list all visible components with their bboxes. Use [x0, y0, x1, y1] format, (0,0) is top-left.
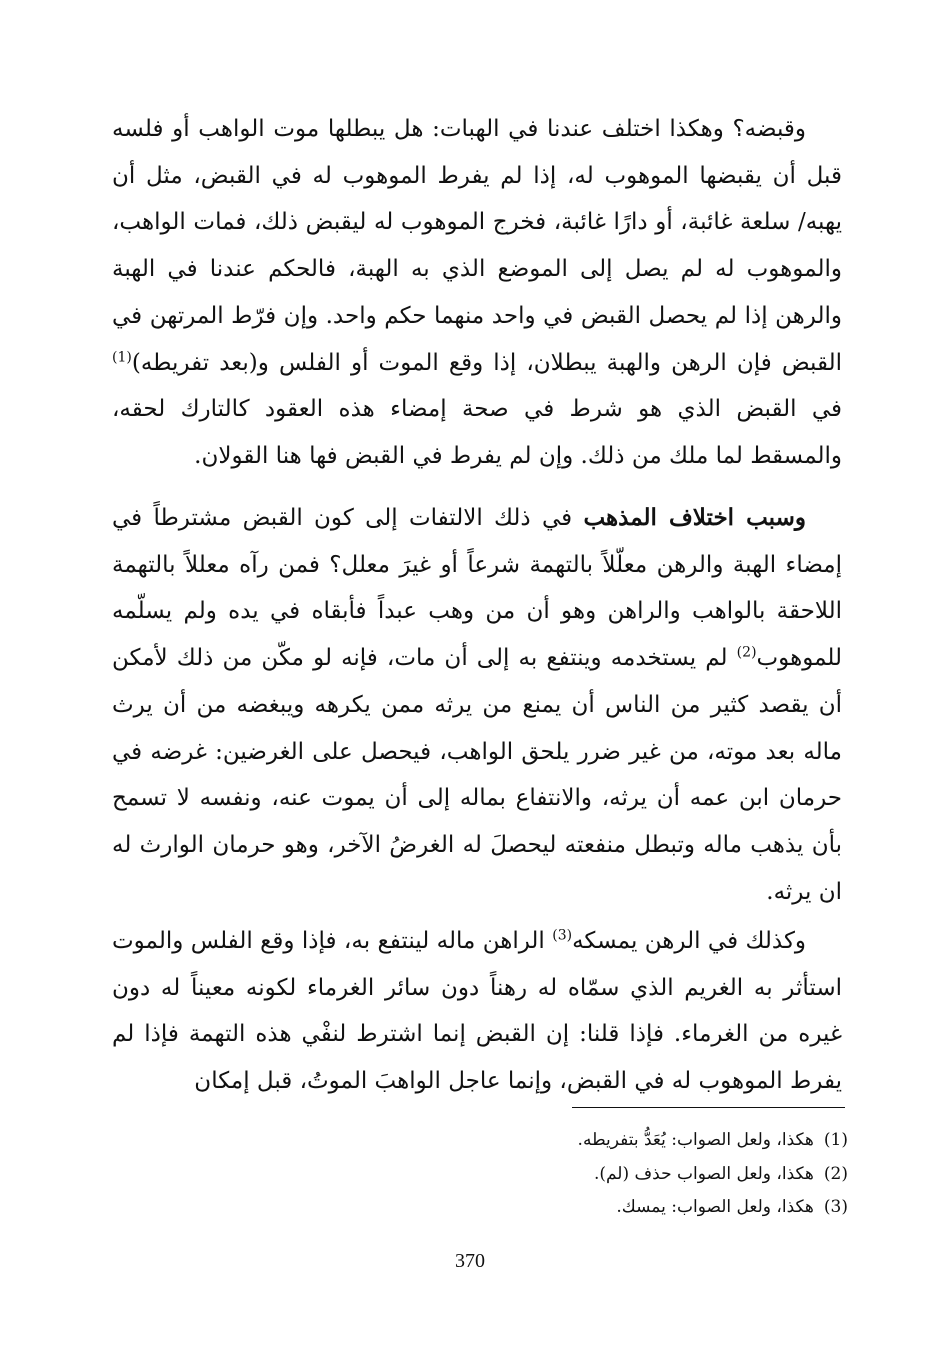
footnotes — [348, 1124, 848, 1225]
paragraph-2-text-a: في ذلك الالتفات إلى كون القبض مشترطاً في إمضاء الهبة والرهن معلّلاً بالتهمة شرعاً أو غيرَ معلل؟ فمن رآه معللاً بالتهمة اللاحقة بالواهب والراهن وهو أن من وهب عبداً فأبقاه في يده ولم يسلّمه للموهوب — [112, 505, 842, 672]
footnote-ref-3: (3) — [552, 927, 573, 944]
footnote-2-text: هكذا، ولعل الصواب حذف (لم). — [593, 1163, 814, 1184]
paragraph-2 — [112, 495, 842, 915]
paragraph-2-text-b: لم يستخدمه وينتفع به إلى أن مات، فإنه لو مكّن من ذلك لأمكن أن يقصد كثير من الناس أن يمنع من يرثه ممن يكرهه ويبغضه من أن يرث ماله بعد موته، من غير ضرر يلحق الواهب، فيحصل على الغرضين: غرضه في حرمان ابن عمه أن يرثه، والانتفاع بماله إلى أن يموت عنه، ونفسه لا تسمح بأن يذهب ماله وتبطل منفعته ليحصلَ له الغرضُ الآخر، وهو حرمان الوارث له ان يرثه. — [112, 645, 842, 905]
footnote-divider — [572, 1107, 845, 1108]
footnote-3-number: (3) — [823, 1197, 848, 1217]
footnote-3 — [348, 1191, 848, 1225]
footnote-ref-2: (2) — [736, 644, 757, 661]
paragraph-1-text-b: في القبض الذي هو شرط في صحة إمضاء هذه العقود كالتارك لحقه، والمسقط لما ملك من ذلك. وإن لم يفرط في القبض فها هنا القولان. — [112, 396, 842, 469]
footnote-1-text: هكذا، ولعل الصواب: يُعَدُّ بتفريطه. — [577, 1130, 814, 1150]
footnote-3-text: هكذا، ولعل الصواب: يمسك. — [616, 1197, 814, 1217]
footnote-1-number: (1) — [823, 1130, 848, 1150]
footnote-2 — [348, 1158, 848, 1192]
paragraph-1-text-a: وقبضه؟ وهكذا اختلف عندنا في الهبات: هل يبطلها موت الواهب أو فلسه قبل أن يقبضها الموهوب له، إذا لم يفرط الموهوب له في القبض، مثل أن يهبه/ سلعة غائبة، أو دارًا غائبة، فخرج الموهوب له ليقبض ذلك، فمات الواهب، والموهوب له لم يصل إلى الموضع الذي به الهبة، فالحكم عندنا في الهبة والرهن إذا لم يحصل القبض في واحد منهما حكم واحد. وإن فرّط المرتهن في القبض فإن الرهن والهبة يبطلان، إذا وقع الموت أو الفلس و(بعد تفريطه) — [112, 116, 842, 376]
footnote-ref-1: (1) — [112, 348, 132, 365]
paragraph-1 — [112, 106, 842, 480]
footnote-2-number: (2) — [823, 1163, 848, 1184]
footnote-1 — [348, 1124, 848, 1158]
paragraph-2-bold-lead: وسبب اختلاف المذهب — [583, 504, 806, 531]
paragraph-3 — [112, 918, 842, 1105]
page-number: 370 — [455, 1250, 485, 1272]
paragraph-3-text-a: وكذلك في الرهن يمسكه — [572, 928, 806, 954]
paragraph-3-text-b: الراهن ماله لينتفع به، فإذا وقع الفلس والموت استأثر به الغريم الذي سمّاه له رهناً دون سائر الغرماء لكونه معيناً له دون غيره من الغرماء. فإذا قلنا: إن القبض إنما اشترط لنفْي هذه التهمة فإذا لم يفرط الموهوب له في القبض، وإنما عاجل الواهبَ الموتُ، قبل إمكان — [112, 928, 842, 1095]
